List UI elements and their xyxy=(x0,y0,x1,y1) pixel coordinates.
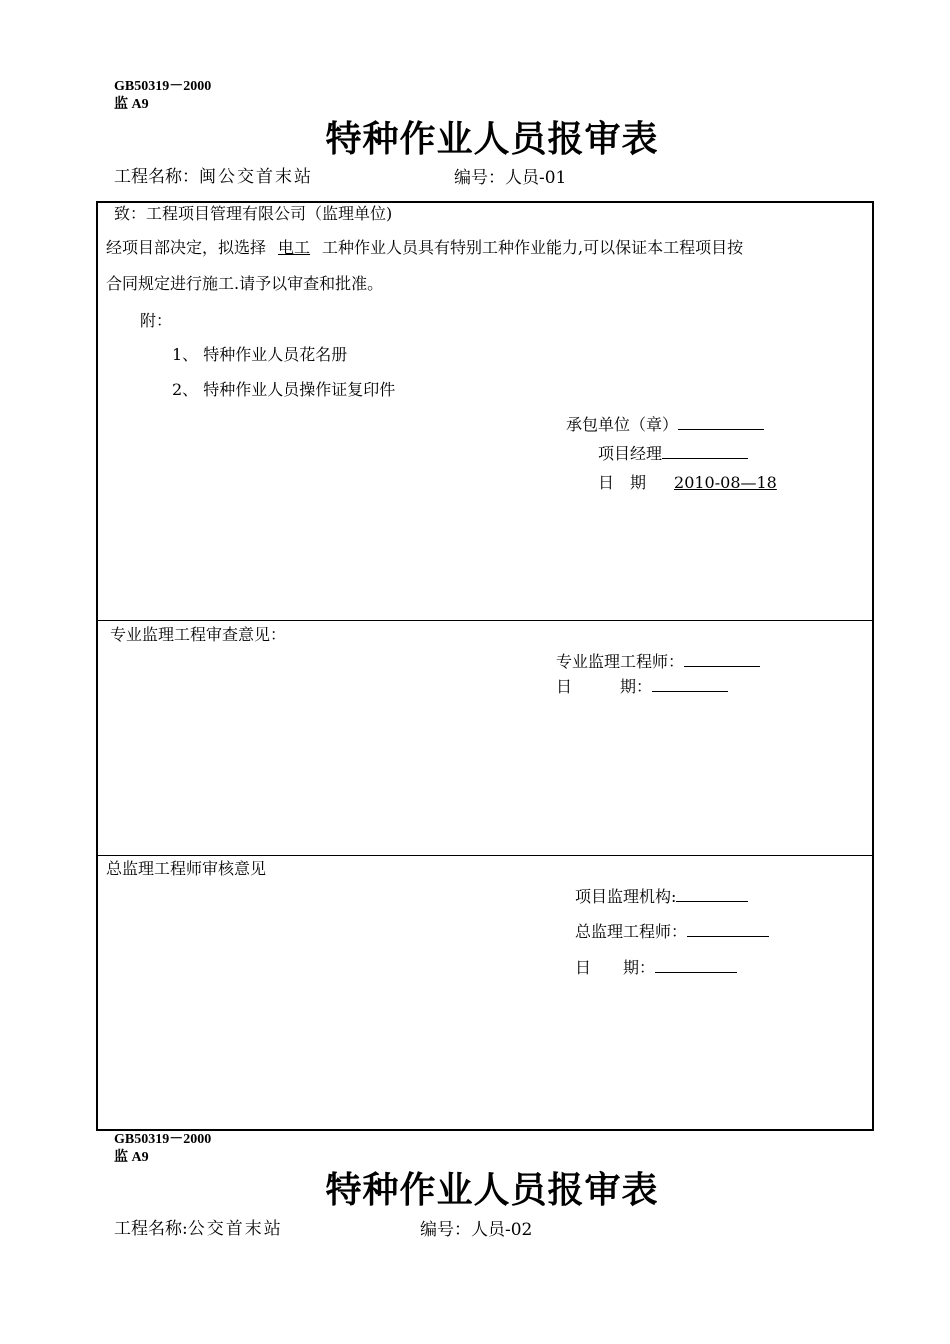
serial-number-value: 人员-01 xyxy=(505,168,567,188)
request-text-line1 xyxy=(106,237,743,259)
project-manager-blank[interactable] xyxy=(662,441,748,459)
request-text-line2: 合同规定进行施工.请予以审查和批准。 xyxy=(106,274,384,293)
standard-code: GB50319－2000 xyxy=(114,79,212,94)
chief-engineer-label: 总监理工程师： xyxy=(575,922,688,941)
submit-date-row xyxy=(598,472,783,494)
submit-date-label: 日 期 xyxy=(598,473,647,492)
serial-number-label: 编号： xyxy=(454,168,505,188)
standard-code: GB50319－2000 xyxy=(114,1132,212,1147)
section-divider xyxy=(96,855,874,856)
serial-number-label: 编号： xyxy=(420,1220,471,1240)
supervision-org-row xyxy=(575,884,748,908)
request-text-pre: 经项目部决定，拟选择 xyxy=(106,238,267,257)
addressee-line: 致：工程项目管理有限公司（监理单位) xyxy=(114,204,393,223)
contractor-seal-label: 承包单位（章） xyxy=(566,415,679,434)
form-code: 监 A9 xyxy=(114,1150,149,1165)
trade-type: 电工 xyxy=(278,238,311,257)
request-text-post: 工种作业人员具有特别工种作业能力,可以保证本工程项目按 xyxy=(322,238,744,257)
contractor-seal-blank[interactable] xyxy=(678,412,764,430)
chief-date-row xyxy=(575,955,737,979)
serial-number-row xyxy=(420,1219,532,1241)
contractor-seal-row xyxy=(566,412,764,436)
specialist-date-row xyxy=(556,674,728,698)
project-manager-label: 项目经理 xyxy=(598,444,663,463)
section-divider xyxy=(96,620,874,621)
project-name-value: 公交首末站 xyxy=(187,1219,283,1239)
page-title: 特种作业人员报审表 xyxy=(325,119,659,160)
chief-review-title: 总监理工程师审核意见 xyxy=(106,859,267,878)
attachments-label: 附： xyxy=(140,311,173,330)
supervision-org-label: 项目监理机构: xyxy=(575,887,677,906)
specialist-date-blank[interactable] xyxy=(652,674,728,692)
page-title: 特种作业人员报审表 xyxy=(325,1170,659,1211)
chief-engineer-row xyxy=(575,919,769,943)
project-name-row xyxy=(114,1218,283,1240)
attachment-item: 1、 特种作业人员花名册 xyxy=(172,345,348,364)
project-name-label: 工程名称: xyxy=(114,1219,188,1239)
project-name-row xyxy=(114,166,313,188)
specialist-date-label: 日 期： xyxy=(556,677,653,696)
specialist-engineer-label: 专业监理工程师： xyxy=(556,652,685,671)
chief-date-blank[interactable] xyxy=(655,955,737,973)
serial-number-value: 人员-02 xyxy=(471,1220,533,1240)
specialist-review-title: 专业监理工程审查意见： xyxy=(110,625,287,644)
project-name-label: 工程名称： xyxy=(114,167,199,187)
serial-number-row xyxy=(454,167,566,189)
project-name-value: 闽公交首末站 xyxy=(199,167,313,187)
project-manager-row xyxy=(598,441,748,465)
attachment-item: 2、 特种作业人员操作证复印件 xyxy=(172,380,396,399)
specialist-engineer-row xyxy=(556,649,760,673)
supervision-org-blank[interactable] xyxy=(676,884,748,902)
chief-engineer-blank[interactable] xyxy=(687,919,769,937)
chief-date-label: 日 期： xyxy=(575,958,656,977)
form-code: 监 A9 xyxy=(114,97,149,112)
specialist-engineer-blank[interactable] xyxy=(684,649,760,667)
submit-date-value: 2010-08—18 xyxy=(674,473,777,492)
